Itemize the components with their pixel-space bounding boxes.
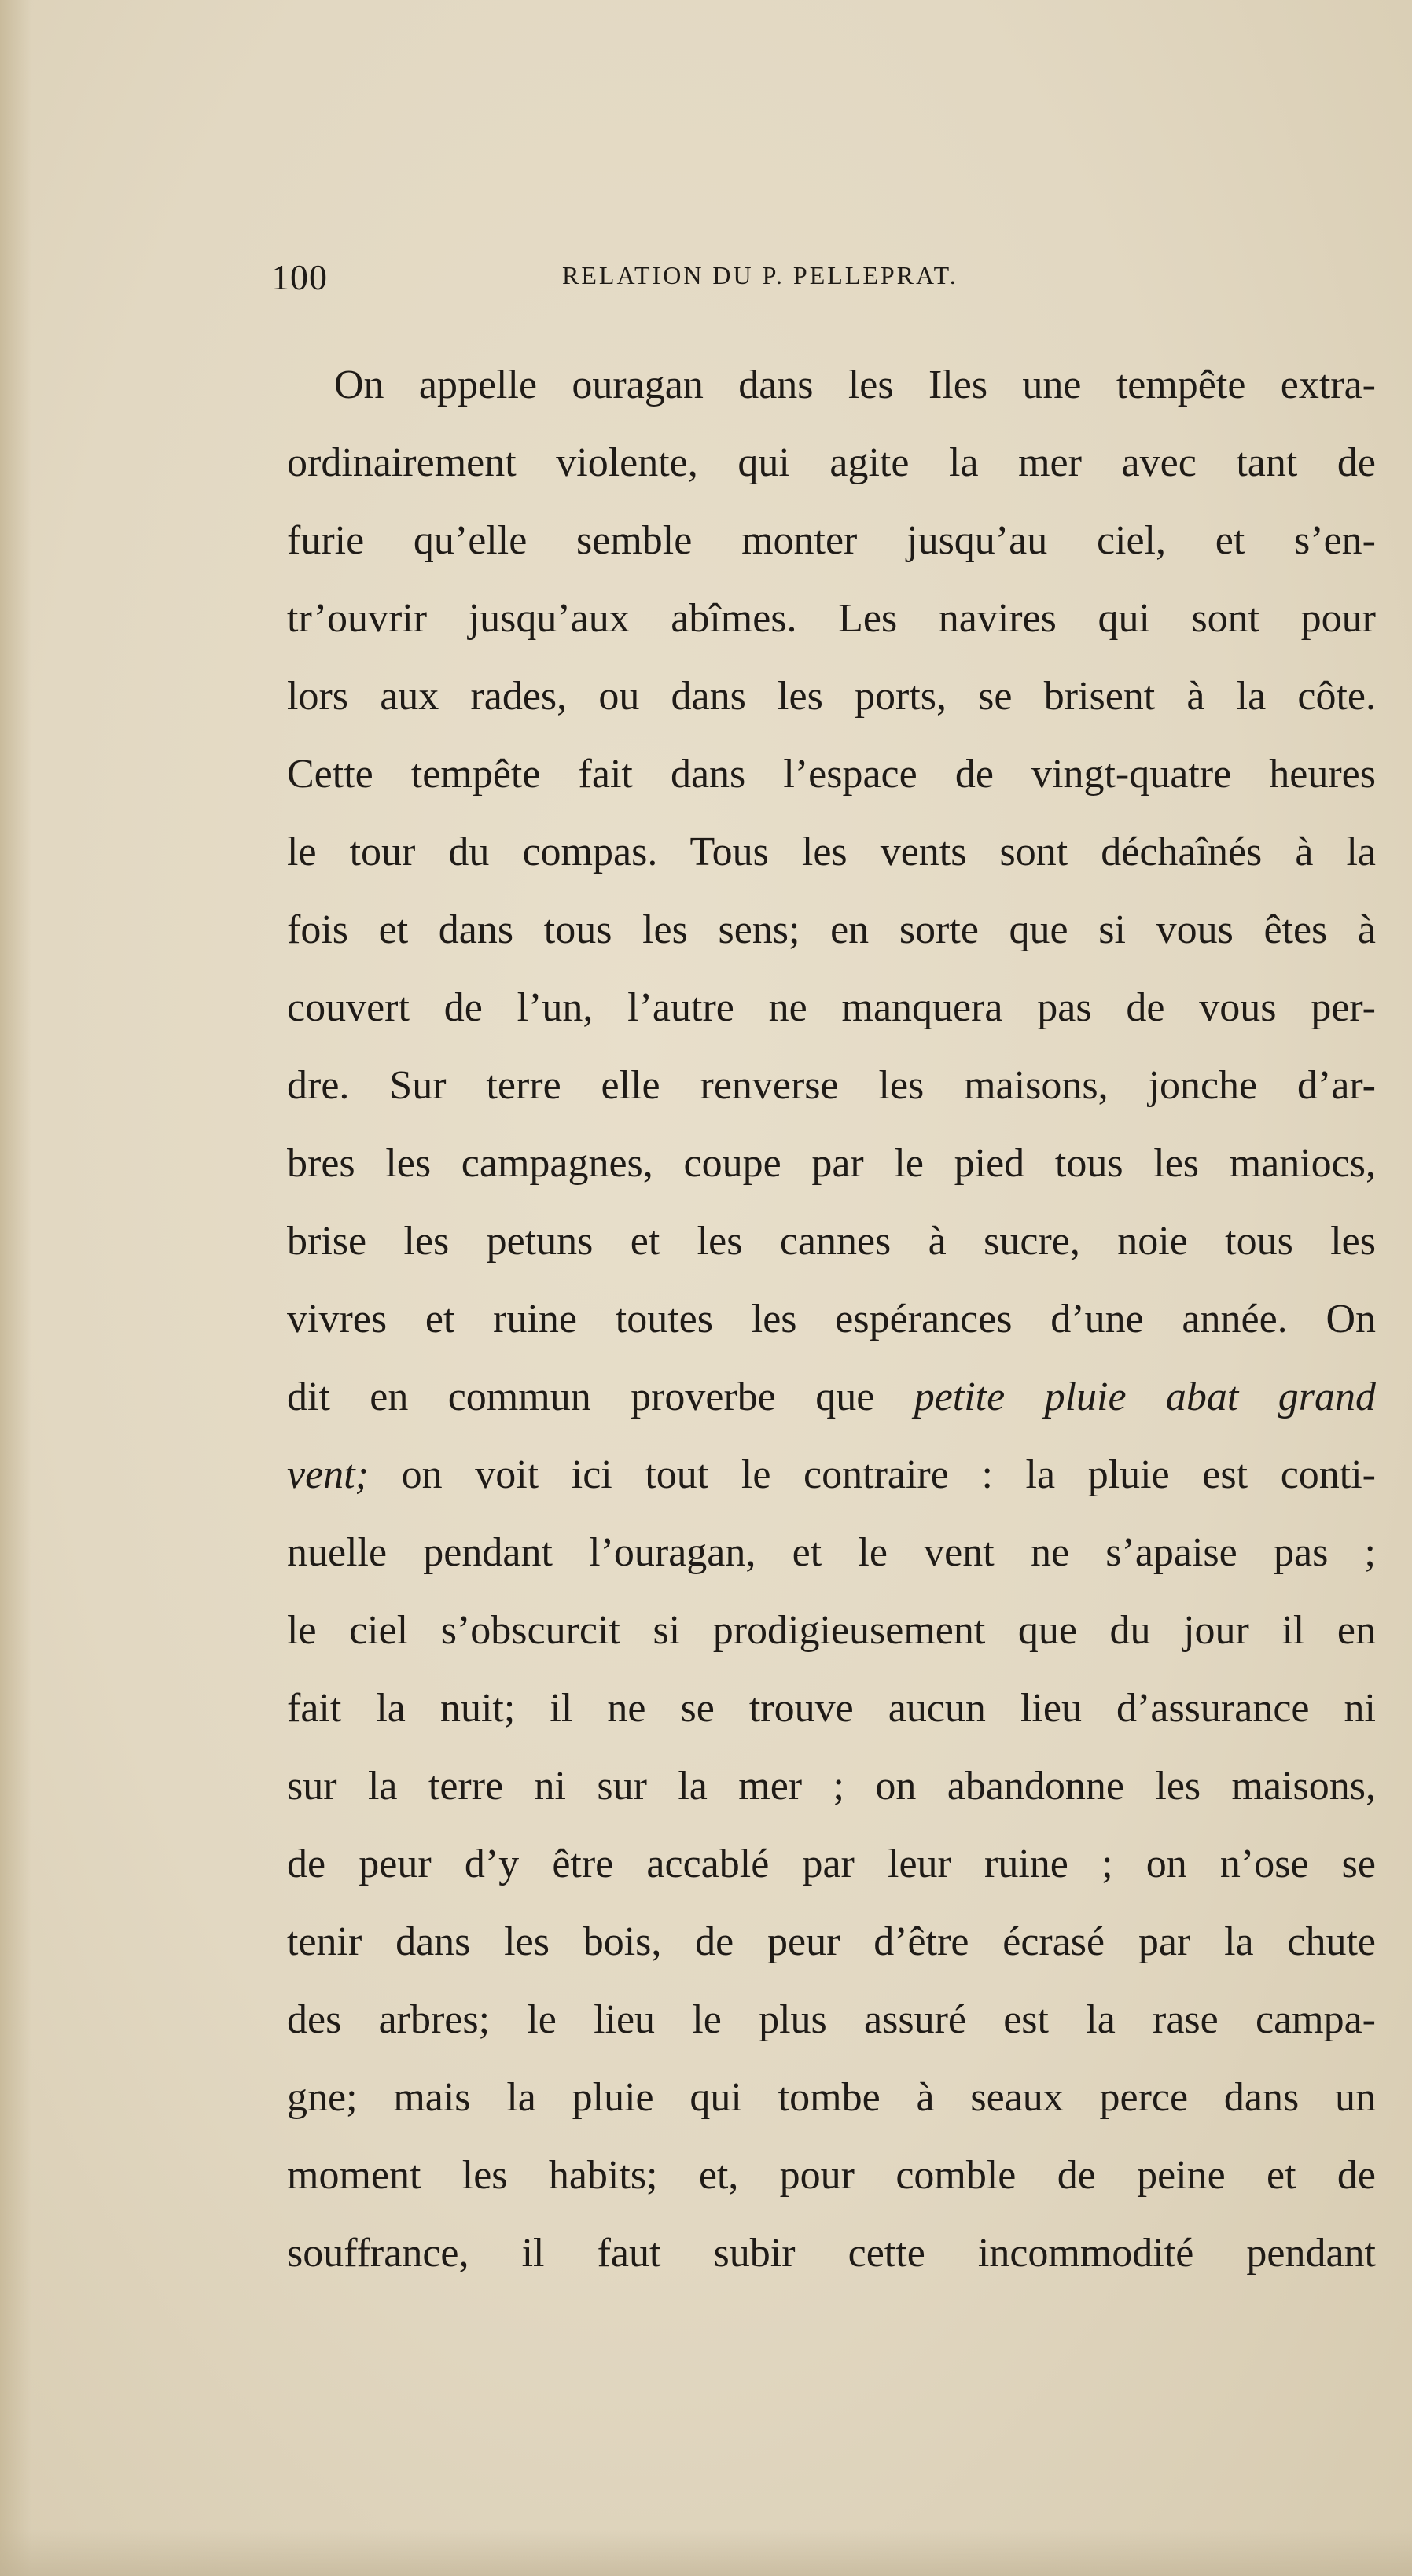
text-line: tenir dans les bois, de peur d’être écrasé par la chute bbox=[287, 1919, 1376, 1964]
text-line: vivres et ruine toutes les espérances d’une année. On bbox=[287, 1297, 1376, 1341]
page-header bbox=[271, 256, 1089, 304]
text-line: nuelle pendant l’ouragan, et le vent ne s’apaise pas ; bbox=[287, 1530, 1376, 1575]
text-line: bres les campagnes, coupe par le pied tous les maniocs, bbox=[287, 1141, 1376, 1186]
running-head: RELATION DU P. PELLEPRAT. bbox=[562, 261, 958, 289]
text-line: moment les habits; et, pour comble de peine et de bbox=[287, 2153, 1376, 2198]
text-line: couvert de l’un, l’autre ne manquera pas de vous per- bbox=[287, 985, 1376, 1030]
text-line: le tour du compas. Tous les vents sont déchaînés à la bbox=[287, 830, 1376, 874]
text-line: ordinairement violente, qui agite la mer avec tant de bbox=[287, 440, 1376, 485]
text-line bbox=[287, 1358, 1376, 1436]
text-line bbox=[287, 1436, 1376, 1514]
text-line: Cette tempête fait dans l’espace de vingt-quatre heures bbox=[287, 752, 1376, 797]
text-line: des arbres; le lieu le plus assuré est la rase campa- bbox=[287, 1997, 1376, 2042]
text-line: brise les petuns et les cannes à sucre, noie tous les bbox=[287, 1219, 1376, 1264]
italic-phrase: petite pluie abat grand bbox=[914, 1374, 1376, 1419]
text-line: le ciel s’obscurcit si prodigieusement que du jour il en bbox=[287, 1608, 1376, 1653]
body-text bbox=[287, 346, 1376, 2292]
text-line: souffrance, il faut subir cette incommodité pendant bbox=[287, 2231, 1376, 2276]
text-line: fois et dans tous les sens; en sorte que si vous êtes à bbox=[287, 907, 1376, 952]
text-run: on voit ici tout le contraire : la pluie est conti- bbox=[368, 1452, 1376, 1497]
text-line: dre. Sur terre elle renverse les maisons, jonche d’ar- bbox=[287, 1063, 1376, 1108]
text-line: de peur d’y être accablé par leur ruine ; on n’ose se bbox=[287, 1842, 1376, 1886]
italic-phrase: vent; bbox=[287, 1452, 369, 1497]
text-line: furie qu’elle semble monter jusqu’au ciel, et s’en- bbox=[287, 518, 1376, 563]
text-line: gne; mais la pluie qui tombe à seaux perce dans un bbox=[287, 2075, 1376, 2120]
text-run: dit en commun proverbe que bbox=[287, 1374, 914, 1419]
text-line: lors aux rades, ou dans les ports, se brisent à la côte. bbox=[287, 674, 1376, 719]
text-line: On appelle ouragan dans les Iles une tempête extra- bbox=[334, 362, 1376, 407]
page-number: 100 bbox=[271, 257, 328, 297]
text-line: tr’ouvrir jusqu’aux abîmes. Les navires qui sont pour bbox=[287, 596, 1376, 641]
text-line: sur la terre ni sur la mer ; on abandonne les maisons, bbox=[287, 1764, 1376, 1809]
text-line: fait la nuit; il ne se trouve aucun lieu d’assurance ni bbox=[287, 1686, 1376, 1731]
